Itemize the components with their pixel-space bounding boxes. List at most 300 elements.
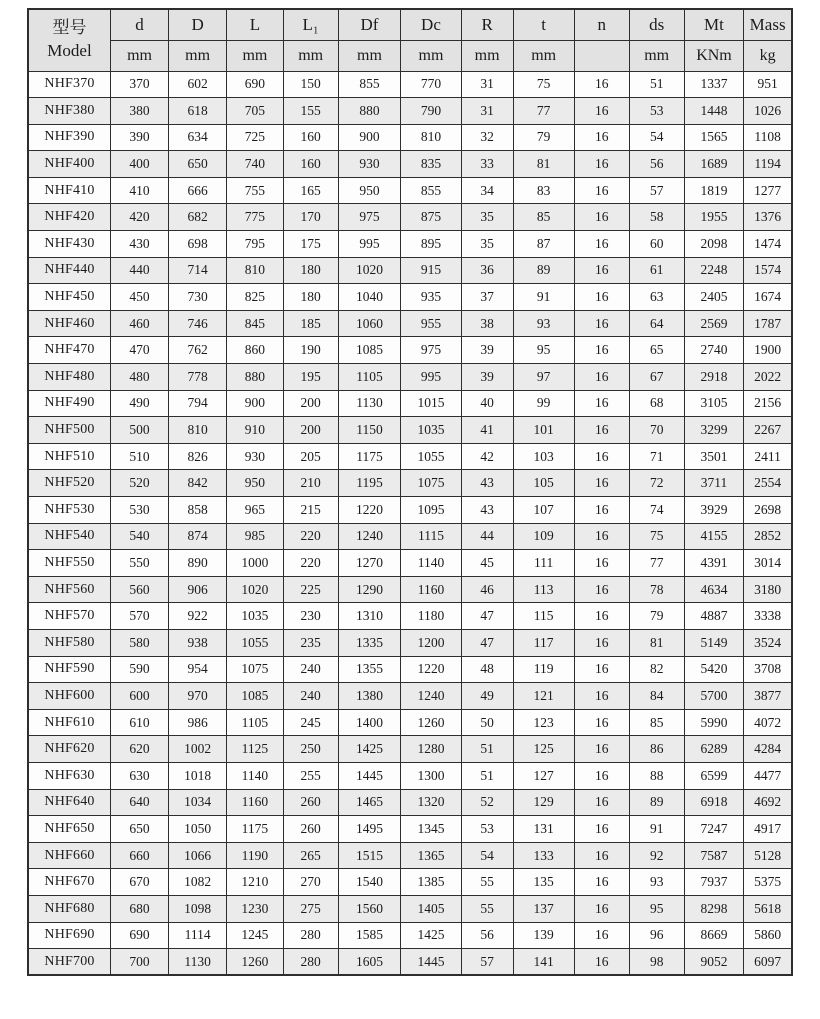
cell-ds: 91: [629, 816, 684, 843]
cell-dc: 835: [401, 151, 461, 178]
cell-d: 690: [111, 922, 169, 949]
cell-l1: 200: [283, 417, 338, 444]
cell-df: 1400: [338, 709, 401, 736]
unit-Mass: kg: [744, 40, 792, 71]
cell-d: 858: [169, 497, 227, 524]
cell-n: 16: [574, 922, 629, 949]
cell-df: 1605: [338, 949, 401, 976]
cell-t: 85: [513, 204, 574, 231]
cell-ds: 74: [629, 497, 684, 524]
cell-ds: 60: [629, 231, 684, 258]
cell-model: NHF480: [28, 364, 111, 391]
cell-ds: 70: [629, 417, 684, 444]
table-row: [28, 257, 792, 284]
cell-l: 1245: [227, 922, 284, 949]
cell-mass: 1900: [744, 337, 792, 364]
cell-mt: 7937: [684, 869, 744, 896]
cell-mt: 1955: [684, 204, 744, 231]
cell-d: 1034: [169, 789, 227, 816]
cell-r: 47: [461, 629, 513, 656]
cell-mass: 2267: [744, 417, 792, 444]
table-row: [28, 603, 792, 630]
unit-Dc: mm: [401, 40, 461, 71]
cell-ds: 75: [629, 523, 684, 550]
cell-dc: 995: [401, 364, 461, 391]
cell-mt: 3105: [684, 390, 744, 417]
cell-df: 1290: [338, 576, 401, 603]
table-row: [28, 497, 792, 524]
cell-l: 705: [227, 98, 284, 125]
cell-ds: 68: [629, 390, 684, 417]
cell-dc: 875: [401, 204, 461, 231]
cell-r: 46: [461, 576, 513, 603]
cell-t: 103: [513, 443, 574, 470]
cell-l1: 185: [283, 310, 338, 337]
cell-r: 43: [461, 497, 513, 524]
cell-ds: 84: [629, 683, 684, 710]
cell-l: 1075: [227, 656, 284, 683]
cell-d: 1114: [169, 922, 227, 949]
column-header-L1: L₁: [283, 9, 338, 40]
cell-t: 89: [513, 257, 574, 284]
cell-mt: 1689: [684, 151, 744, 178]
cell-d: 666: [169, 177, 227, 204]
unit-Df: mm: [338, 40, 401, 71]
cell-d: 620: [111, 736, 169, 763]
cell-l: 825: [227, 284, 284, 311]
cell-l1: 200: [283, 390, 338, 417]
cell-r: 35: [461, 204, 513, 231]
cell-mt: 2248: [684, 257, 744, 284]
table-row: [28, 470, 792, 497]
cell-model: NHF420: [28, 204, 111, 231]
table-row: [28, 656, 792, 683]
cell-model: NHF690: [28, 922, 111, 949]
cell-mass: 5128: [744, 842, 792, 869]
cell-n: 16: [574, 417, 629, 444]
cell-d: 440: [111, 257, 169, 284]
unit-L: mm: [227, 40, 284, 71]
cell-t: 111: [513, 550, 574, 577]
cell-df: 1195: [338, 470, 401, 497]
cell-mass: 1787: [744, 310, 792, 337]
cell-mt: 4887: [684, 603, 744, 630]
cell-df: 1425: [338, 736, 401, 763]
cell-t: 97: [513, 364, 574, 391]
cell-d: 650: [169, 151, 227, 178]
cell-n: 16: [574, 470, 629, 497]
cell-t: 129: [513, 789, 574, 816]
cell-df: 1150: [338, 417, 401, 444]
cell-r: 31: [461, 71, 513, 98]
cell-model: NHF490: [28, 390, 111, 417]
cell-df: 995: [338, 231, 401, 258]
cell-d: 470: [111, 337, 169, 364]
cell-d: 634: [169, 124, 227, 151]
cell-mass: 5375: [744, 869, 792, 896]
cell-model: NHF570: [28, 603, 111, 630]
cell-model: NHF660: [28, 842, 111, 869]
cell-df: 1380: [338, 683, 401, 710]
cell-t: 117: [513, 629, 574, 656]
cell-d: 610: [111, 709, 169, 736]
cell-t: 127: [513, 762, 574, 789]
cell-mass: 2852: [744, 523, 792, 550]
cell-l1: 275: [283, 895, 338, 922]
cell-l1: 220: [283, 523, 338, 550]
cell-l: 1020: [227, 576, 284, 603]
cell-l1: 180: [283, 257, 338, 284]
cell-mass: 3014: [744, 550, 792, 577]
cell-mt: 5149: [684, 629, 744, 656]
cell-d: 794: [169, 390, 227, 417]
cell-df: 1585: [338, 922, 401, 949]
cell-ds: 54: [629, 124, 684, 151]
cell-dc: 1115: [401, 523, 461, 550]
cell-d: 480: [111, 364, 169, 391]
cell-d: 590: [111, 656, 169, 683]
cell-df: 1310: [338, 603, 401, 630]
cell-n: 16: [574, 709, 629, 736]
cell-l1: 205: [283, 443, 338, 470]
cell-d: 938: [169, 629, 227, 656]
cell-dc: 790: [401, 98, 461, 125]
cell-model: NHF590: [28, 656, 111, 683]
cell-n: 16: [574, 523, 629, 550]
cell-model: NHF450: [28, 284, 111, 311]
table-header: [28, 9, 792, 71]
table-row: [28, 204, 792, 231]
cell-r: 33: [461, 151, 513, 178]
cell-r: 35: [461, 231, 513, 258]
cell-df: 1105: [338, 364, 401, 391]
cell-d: 1018: [169, 762, 227, 789]
cell-n: 16: [574, 603, 629, 630]
unit-D: mm: [169, 40, 227, 71]
cell-model: NHF550: [28, 550, 111, 577]
cell-d: 530: [111, 497, 169, 524]
cell-d: 874: [169, 523, 227, 550]
cell-l1: 235: [283, 629, 338, 656]
cell-l1: 165: [283, 177, 338, 204]
cell-d: 400: [111, 151, 169, 178]
cell-d: 906: [169, 576, 227, 603]
cell-n: 16: [574, 71, 629, 98]
cell-model: NHF580: [28, 629, 111, 656]
cell-n: 16: [574, 895, 629, 922]
unit-n: [574, 40, 629, 71]
cell-mt: 3501: [684, 443, 744, 470]
cell-d: 1050: [169, 816, 227, 843]
cell-df: 1040: [338, 284, 401, 311]
cell-d: 380: [111, 98, 169, 125]
cell-d: 680: [111, 895, 169, 922]
table-row: [28, 337, 792, 364]
cell-n: 16: [574, 364, 629, 391]
cell-r: 39: [461, 364, 513, 391]
cell-df: 1240: [338, 523, 401, 550]
cell-df: 900: [338, 124, 401, 151]
cell-ds: 93: [629, 869, 684, 896]
cell-l: 950: [227, 470, 284, 497]
cell-model: NHF540: [28, 523, 111, 550]
cell-mt: 7587: [684, 842, 744, 869]
cell-t: 93: [513, 310, 574, 337]
cell-d: 698: [169, 231, 227, 258]
cell-n: 16: [574, 310, 629, 337]
cell-t: 123: [513, 709, 574, 736]
cell-t: 79: [513, 124, 574, 151]
cell-mass: 1277: [744, 177, 792, 204]
cell-model: NHF440: [28, 257, 111, 284]
cell-mass: 3180: [744, 576, 792, 603]
cell-df: 1445: [338, 762, 401, 789]
table-row: [28, 895, 792, 922]
cell-df: 950: [338, 177, 401, 204]
cell-mass: 2698: [744, 497, 792, 524]
cell-mt: 9052: [684, 949, 744, 976]
table-row: [28, 443, 792, 470]
cell-ds: 71: [629, 443, 684, 470]
unit-t: mm: [513, 40, 574, 71]
table-row: [28, 390, 792, 417]
cell-r: 52: [461, 789, 513, 816]
cell-d: 618: [169, 98, 227, 125]
cell-r: 55: [461, 869, 513, 896]
cell-n: 16: [574, 576, 629, 603]
cell-model: NHF430: [28, 231, 111, 258]
cell-t: 101: [513, 417, 574, 444]
cell-mt: 5700: [684, 683, 744, 710]
cell-mt: 1565: [684, 124, 744, 151]
column-header-ds: ds: [629, 9, 684, 40]
cell-df: 1060: [338, 310, 401, 337]
cell-l1: 260: [283, 816, 338, 843]
cell-dc: 1425: [401, 922, 461, 949]
unit-R: mm: [461, 40, 513, 71]
cell-dc: 855: [401, 177, 461, 204]
cell-l: 930: [227, 443, 284, 470]
table-row: [28, 736, 792, 763]
cell-ds: 63: [629, 284, 684, 311]
cell-dc: 975: [401, 337, 461, 364]
cell-d: 682: [169, 204, 227, 231]
cell-model: NHF560: [28, 576, 111, 603]
cell-model: NHF620: [28, 736, 111, 763]
cell-n: 16: [574, 736, 629, 763]
table-row: [28, 98, 792, 125]
cell-t: 75: [513, 71, 574, 98]
cell-l: 845: [227, 310, 284, 337]
cell-mass: 4284: [744, 736, 792, 763]
cell-l1: 280: [283, 922, 338, 949]
table-row: [28, 683, 792, 710]
table-row: [28, 762, 792, 789]
cell-t: 95: [513, 337, 574, 364]
cell-n: 16: [574, 177, 629, 204]
cell-ds: 82: [629, 656, 684, 683]
cell-dc: 1160: [401, 576, 461, 603]
cell-d: 650: [111, 816, 169, 843]
cell-l: 860: [227, 337, 284, 364]
cell-l1: 175: [283, 231, 338, 258]
table-row: [28, 789, 792, 816]
cell-r: 45: [461, 550, 513, 577]
table-row: [28, 71, 792, 98]
cell-df: 1465: [338, 789, 401, 816]
cell-dc: 1385: [401, 869, 461, 896]
cell-r: 51: [461, 762, 513, 789]
cell-r: 40: [461, 390, 513, 417]
cell-d: 370: [111, 71, 169, 98]
cell-d: 986: [169, 709, 227, 736]
cell-mass: 2554: [744, 470, 792, 497]
cell-mass: 1674: [744, 284, 792, 311]
cell-t: 133: [513, 842, 574, 869]
cell-l1: 260: [283, 789, 338, 816]
cell-ds: 72: [629, 470, 684, 497]
cell-ds: 92: [629, 842, 684, 869]
model-header-en: Model: [47, 41, 92, 61]
cell-df: 930: [338, 151, 401, 178]
cell-n: 16: [574, 124, 629, 151]
table-row: [28, 231, 792, 258]
cell-d: 490: [111, 390, 169, 417]
cell-l1: 245: [283, 709, 338, 736]
cell-d: 640: [111, 789, 169, 816]
cell-t: 77: [513, 98, 574, 125]
cell-n: 16: [574, 816, 629, 843]
column-header-n: n: [574, 9, 629, 40]
cell-ds: 61: [629, 257, 684, 284]
cell-l: 1210: [227, 869, 284, 896]
cell-mt: 4391: [684, 550, 744, 577]
cell-dc: 1300: [401, 762, 461, 789]
cell-n: 16: [574, 762, 629, 789]
cell-mass: 3877: [744, 683, 792, 710]
column-header-model: [28, 9, 111, 71]
cell-d: 580: [111, 629, 169, 656]
cell-t: 115: [513, 603, 574, 630]
cell-d: 1002: [169, 736, 227, 763]
cell-n: 16: [574, 683, 629, 710]
cell-ds: 89: [629, 789, 684, 816]
table-body: [28, 71, 792, 975]
cell-dc: 1015: [401, 390, 461, 417]
cell-dc: 810: [401, 124, 461, 151]
cell-n: 16: [574, 629, 629, 656]
table-row: [28, 151, 792, 178]
cell-l1: 225: [283, 576, 338, 603]
cell-model: NHF470: [28, 337, 111, 364]
cell-r: 36: [461, 257, 513, 284]
cell-ds: 78: [629, 576, 684, 603]
cell-l: 965: [227, 497, 284, 524]
cell-dc: 1200: [401, 629, 461, 656]
cell-d: 970: [169, 683, 227, 710]
cell-dc: 1075: [401, 470, 461, 497]
cell-t: 113: [513, 576, 574, 603]
cell-d: 730: [169, 284, 227, 311]
cell-n: 16: [574, 390, 629, 417]
table-row: [28, 869, 792, 896]
cell-r: 49: [461, 683, 513, 710]
cell-l1: 180: [283, 284, 338, 311]
cell-l: 910: [227, 417, 284, 444]
cell-l1: 160: [283, 124, 338, 151]
cell-l: 1190: [227, 842, 284, 869]
cell-l: 690: [227, 71, 284, 98]
cell-dc: 915: [401, 257, 461, 284]
cell-t: 81: [513, 151, 574, 178]
cell-df: 975: [338, 204, 401, 231]
cell-ds: 67: [629, 364, 684, 391]
cell-l1: 160: [283, 151, 338, 178]
cell-t: 87: [513, 231, 574, 258]
cell-mass: 3708: [744, 656, 792, 683]
cell-model: NHF700: [28, 949, 111, 976]
cell-d: 1098: [169, 895, 227, 922]
cell-ds: 77: [629, 550, 684, 577]
table-row: [28, 523, 792, 550]
cell-model: NHF410: [28, 177, 111, 204]
unit-ds: mm: [629, 40, 684, 71]
cell-d: 778: [169, 364, 227, 391]
cell-d: 630: [111, 762, 169, 789]
column-header-Dc: Dc: [401, 9, 461, 40]
cell-t: 109: [513, 523, 574, 550]
cell-model: NHF600: [28, 683, 111, 710]
cell-mt: 3929: [684, 497, 744, 524]
cell-d: 890: [169, 550, 227, 577]
cell-r: 38: [461, 310, 513, 337]
cell-df: 855: [338, 71, 401, 98]
table-row: [28, 816, 792, 843]
cell-mt: 2098: [684, 231, 744, 258]
cell-mass: 4072: [744, 709, 792, 736]
cell-ds: 96: [629, 922, 684, 949]
cell-d: 420: [111, 204, 169, 231]
cell-dc: 1180: [401, 603, 461, 630]
cell-t: 125: [513, 736, 574, 763]
cell-mass: 4692: [744, 789, 792, 816]
cell-d: 842: [169, 470, 227, 497]
cell-mass: 3524: [744, 629, 792, 656]
unit-Mt: KNm: [684, 40, 744, 71]
cell-model: NHF520: [28, 470, 111, 497]
cell-l: 985: [227, 523, 284, 550]
cell-ds: 56: [629, 151, 684, 178]
cell-l: 810: [227, 257, 284, 284]
cell-t: 99: [513, 390, 574, 417]
cell-model: NHF670: [28, 869, 111, 896]
cell-ds: 86: [629, 736, 684, 763]
table-row: [28, 124, 792, 151]
cell-ds: 81: [629, 629, 684, 656]
table-row: [28, 177, 792, 204]
cell-n: 16: [574, 443, 629, 470]
cell-l1: 215: [283, 497, 338, 524]
table-row: [28, 709, 792, 736]
cell-l1: 190: [283, 337, 338, 364]
cell-r: 44: [461, 523, 513, 550]
cell-r: 43: [461, 470, 513, 497]
cell-r: 50: [461, 709, 513, 736]
table-row: [28, 842, 792, 869]
cell-df: 1495: [338, 816, 401, 843]
cell-mass: 1194: [744, 151, 792, 178]
cell-mt: 3299: [684, 417, 744, 444]
